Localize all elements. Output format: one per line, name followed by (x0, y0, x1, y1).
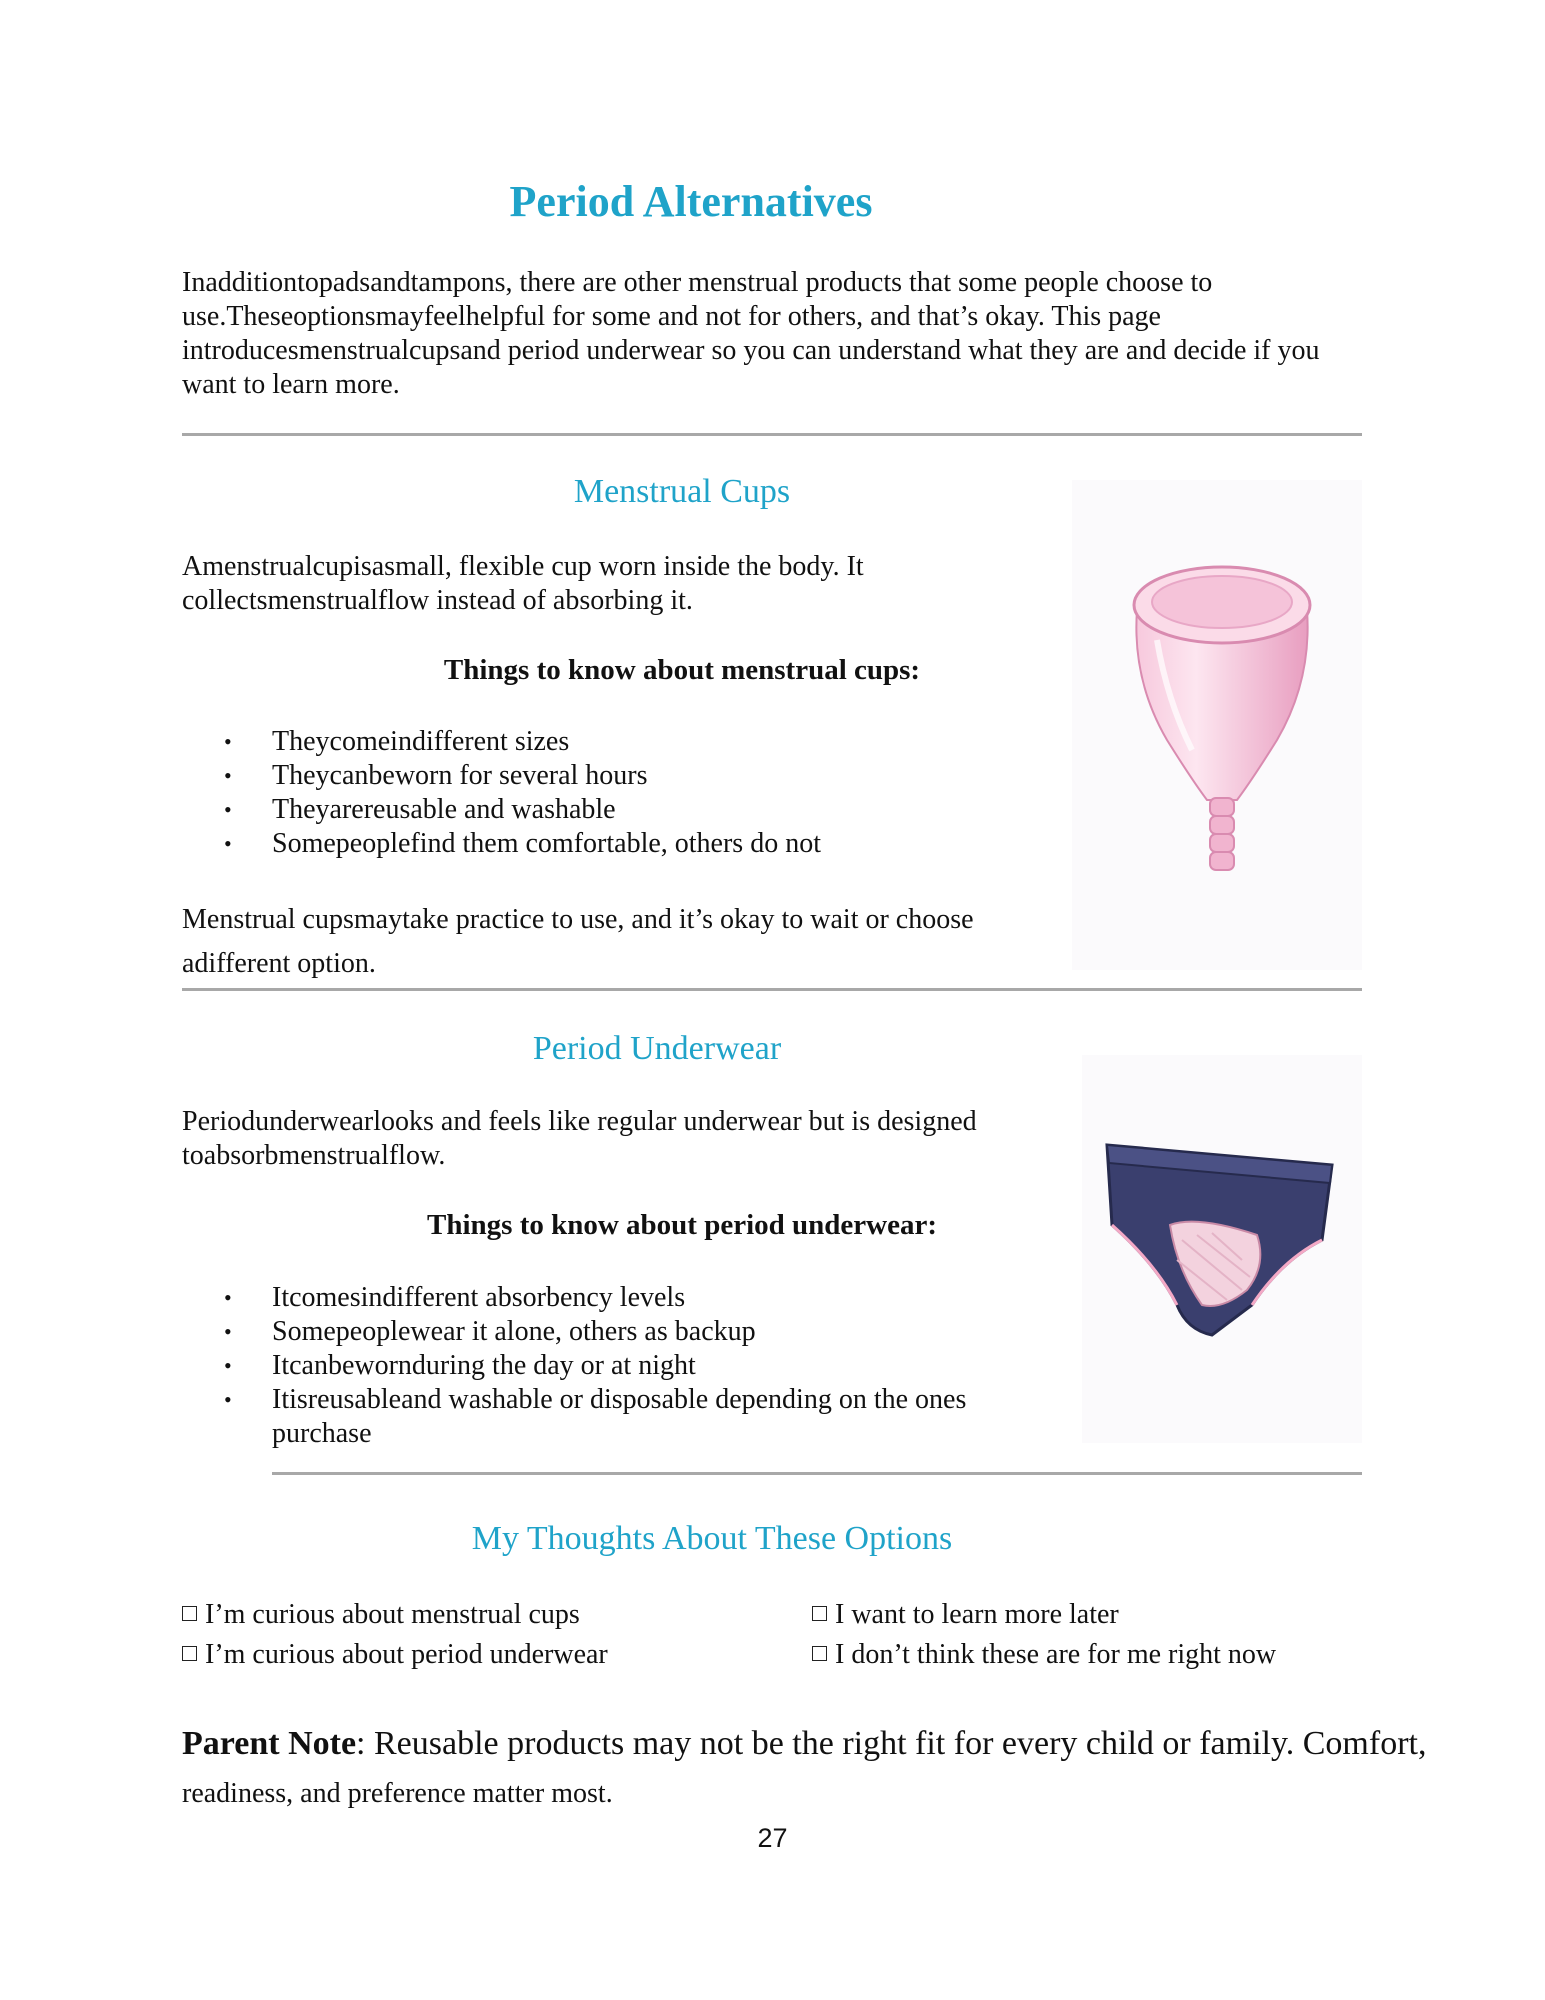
intro-paragraph: Inadditiontopadsandtampons, there are other menstrual products that some people choose to use.Theseoptionsmayfeelhelpful for some and not for others, and that’s okay. This page introducesmenstrualcupsand period underwear so you can understand what they are and decide if you want to learn more. (182, 267, 1320, 400)
thoughts-options-right (812, 1595, 1372, 1675)
checkbox-option[interactable] (812, 1595, 1372, 1635)
checkbox-label: I’m curious about menstrual cups (205, 1599, 580, 1630)
list-item: • Somepeoplewear it alone, others as backup (182, 1315, 1062, 1349)
cups-description: Amenstrualcupisasmall, flexible cup worn inside the body. It collectsmenstrualflow instead of absorbing it. (182, 551, 864, 616)
divider (272, 1472, 1362, 1475)
cups-bullet-list (182, 725, 1082, 861)
underwear-subheading: Things to know about period underwear: (427, 1209, 937, 1241)
list-item: • Itisreusableand washable or disposable depending on the ones purchase (182, 1383, 1062, 1451)
thoughts-options-left (182, 1595, 802, 1675)
checkbox-icon[interactable] (182, 1646, 197, 1661)
divider (182, 988, 1362, 991)
period-underwear-illustration (1082, 1055, 1362, 1443)
checkbox-option[interactable] (812, 1635, 1372, 1675)
checkbox-label: I don’t think these are for me right now (835, 1639, 1277, 1670)
underwear-heading: Period Underwear (532, 1030, 782, 1067)
underwear-bullet-list (182, 1281, 1062, 1451)
cups-subheading: Things to know about menstrual cups: (443, 654, 921, 686)
checkbox-icon[interactable] (182, 1606, 197, 1621)
checkbox-icon[interactable] (812, 1646, 827, 1661)
checkbox-option[interactable] (182, 1635, 802, 1675)
parent-note-continuation: readiness, and preference matter most. (182, 1778, 613, 1809)
page-number: 27 (757, 1823, 788, 1853)
cups-heading: Menstrual Cups (573, 473, 791, 510)
checkbox-label: I want to learn more later (835, 1599, 1119, 1630)
list-item: • Theycomeindifferent sizes (182, 725, 1082, 759)
checkbox-option[interactable] (182, 1595, 802, 1635)
list-item: • Somepeoplefind them comfortable, others do not (182, 827, 1082, 861)
menstrual-cup-illustration (1072, 480, 1362, 970)
list-item: • Itcomesindifferent absorbency levels (182, 1281, 1062, 1315)
parent-note-label: Parent Note (182, 1725, 357, 1762)
checkbox-label: I’m curious about period underwear (205, 1639, 608, 1670)
checkbox-icon[interactable] (812, 1606, 827, 1621)
divider (182, 433, 1362, 436)
list-item: • Itcanbewornduring the day or at night (182, 1349, 1062, 1383)
page-title: Period Alternatives (509, 177, 873, 226)
thoughts-heading: My Thoughts About These Options (471, 1520, 953, 1557)
list-item: • Theycanbeworn for several hours (182, 759, 1082, 793)
parent-note (182, 1714, 1482, 1814)
underwear-description: Periodunderwearlooks and feels like regular underwear but is designed toabsorbmenstrualflow. (182, 1106, 977, 1171)
parent-note-text: : Reusable products may not be the right fit for every child or family. Comfort, (356, 1725, 1427, 1762)
list-item: • Theyarereusable and washable (182, 793, 1082, 827)
cups-note: Menstrual cupsmaytake practice to use, and it’s okay to wait or choose adifferent option. (182, 904, 974, 979)
